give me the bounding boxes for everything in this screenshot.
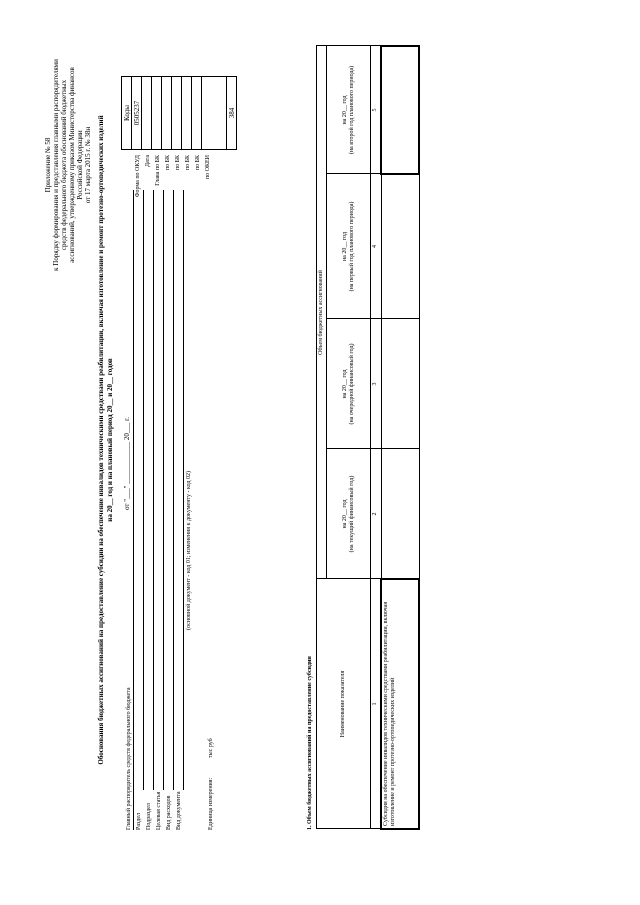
table-cell <box>381 319 419 449</box>
code-label-bk: по БК <box>165 155 171 171</box>
field-underline <box>183 190 184 790</box>
column-header-indicator: Наименование показателя <box>317 579 371 829</box>
column-note: (на текущий финансовый год) <box>348 475 355 553</box>
column-number: 1 <box>371 579 382 829</box>
code-value <box>202 77 227 150</box>
column-header-plan-year-2 <box>327 46 371 174</box>
column-note: (на очередной финансовый год) <box>348 343 355 425</box>
column-number: 5 <box>371 46 382 174</box>
field-label-document-type: Вид документа <box>176 791 182 830</box>
date-line: от "___" ____________ 20___ г. <box>123 416 131 510</box>
field-underline <box>143 190 144 790</box>
document-subtitle: на 20__ год и на плановый период 20__ и 20__ годов <box>106 358 114 522</box>
field-label-expense-type: Вид расходов <box>166 795 172 830</box>
column-number: 3 <box>371 319 382 449</box>
column-number: 4 <box>371 174 382 319</box>
procedure-line: к Порядку формирования и представления главными распорядителями <box>52 59 60 271</box>
table-cell <box>381 449 419 579</box>
procedure-line: средств федерального бюджета обоснований бюджетных <box>60 79 68 251</box>
table-cell <box>381 174 419 319</box>
code-label-bk: по БК <box>195 155 201 171</box>
code-value <box>142 77 152 150</box>
procedure-line: Российской Федерации <box>76 130 84 200</box>
column-note: (на первый год планового периода) <box>348 201 355 292</box>
code-value-okei: 384 <box>227 77 237 150</box>
appropriations-table <box>316 45 420 830</box>
procedure-line: ассигнований, утвержденному приказом Министерства финансов <box>68 67 76 263</box>
column-header-plan-year-1 <box>327 174 371 319</box>
field-label-target-article: Целевая статья <box>156 791 162 830</box>
column-year: на 20__ год <box>341 231 348 262</box>
field-underline <box>153 190 154 790</box>
code-label-bk: по БК <box>185 155 191 171</box>
field-label-section: Раздел <box>136 813 142 830</box>
column-header-current-year <box>327 449 371 579</box>
column-note: (на второй год планового периода) <box>348 65 355 155</box>
column-header-next-year <box>327 319 371 449</box>
column-year: на 20__ год <box>341 499 348 529</box>
field-label-grbs: Главный распорядитель средств федерального бюджета <box>126 687 132 830</box>
procedure-line: от 17 марта 2015 г. № 38н <box>84 126 92 204</box>
code-label-date: Дата <box>145 155 151 167</box>
section-1-title: 1. Объем бюджетных ассигнований на предоставление субсидии <box>307 656 313 830</box>
field-underline <box>173 190 174 790</box>
document-type-note: (основной документ - код 01; изменения к документу - код 02) <box>186 471 192 630</box>
code-labels <box>133 155 213 215</box>
code-value <box>152 77 162 150</box>
appendix-header <box>44 20 92 310</box>
unit-value: тыс руб <box>208 738 214 758</box>
document-title: Обоснования бюджетных ассигнований на предоставление субсидии на обеспечение инвалидов техническими средствами реабилитации, включая изготовление и ремонт протезно-ортопедических изделий <box>97 115 105 765</box>
unit-label: Единица измерения: <box>208 777 214 830</box>
column-year: на 20__ год <box>341 369 348 399</box>
column-number: 2 <box>371 449 382 579</box>
column-group-header: Объем бюджетных ассигнований <box>317 46 327 579</box>
code-label-okud: Форма по ОКУД <box>135 155 141 198</box>
codes-header: Коды <box>122 77 132 150</box>
appendix-number: Приложение № 58 <box>44 137 52 193</box>
codes-box <box>121 76 237 150</box>
table-cell <box>381 46 419 174</box>
code-value <box>182 77 192 150</box>
code-label-okei: по ОКЕИ <box>205 155 211 180</box>
field-label-subsection: Подраздел <box>146 803 152 830</box>
document-page <box>40 10 620 870</box>
code-value-okud: 0505237 <box>132 77 142 150</box>
code-label-bk: по БК <box>175 155 181 171</box>
field-underline <box>133 190 134 830</box>
column-year: на 20__ год <box>341 95 348 125</box>
code-value <box>192 77 202 150</box>
row-name-subsidy: Субсидия на обеспечение инвалидов техническими средствами реабилитации, включая изготовление и ремонт протезно-ортопедических изделий <box>381 579 419 829</box>
code-value <box>162 77 172 150</box>
code-label-chapter: Глава по БК <box>155 155 161 186</box>
field-underline <box>163 190 164 790</box>
code-value <box>172 77 182 150</box>
table-row <box>381 46 419 829</box>
